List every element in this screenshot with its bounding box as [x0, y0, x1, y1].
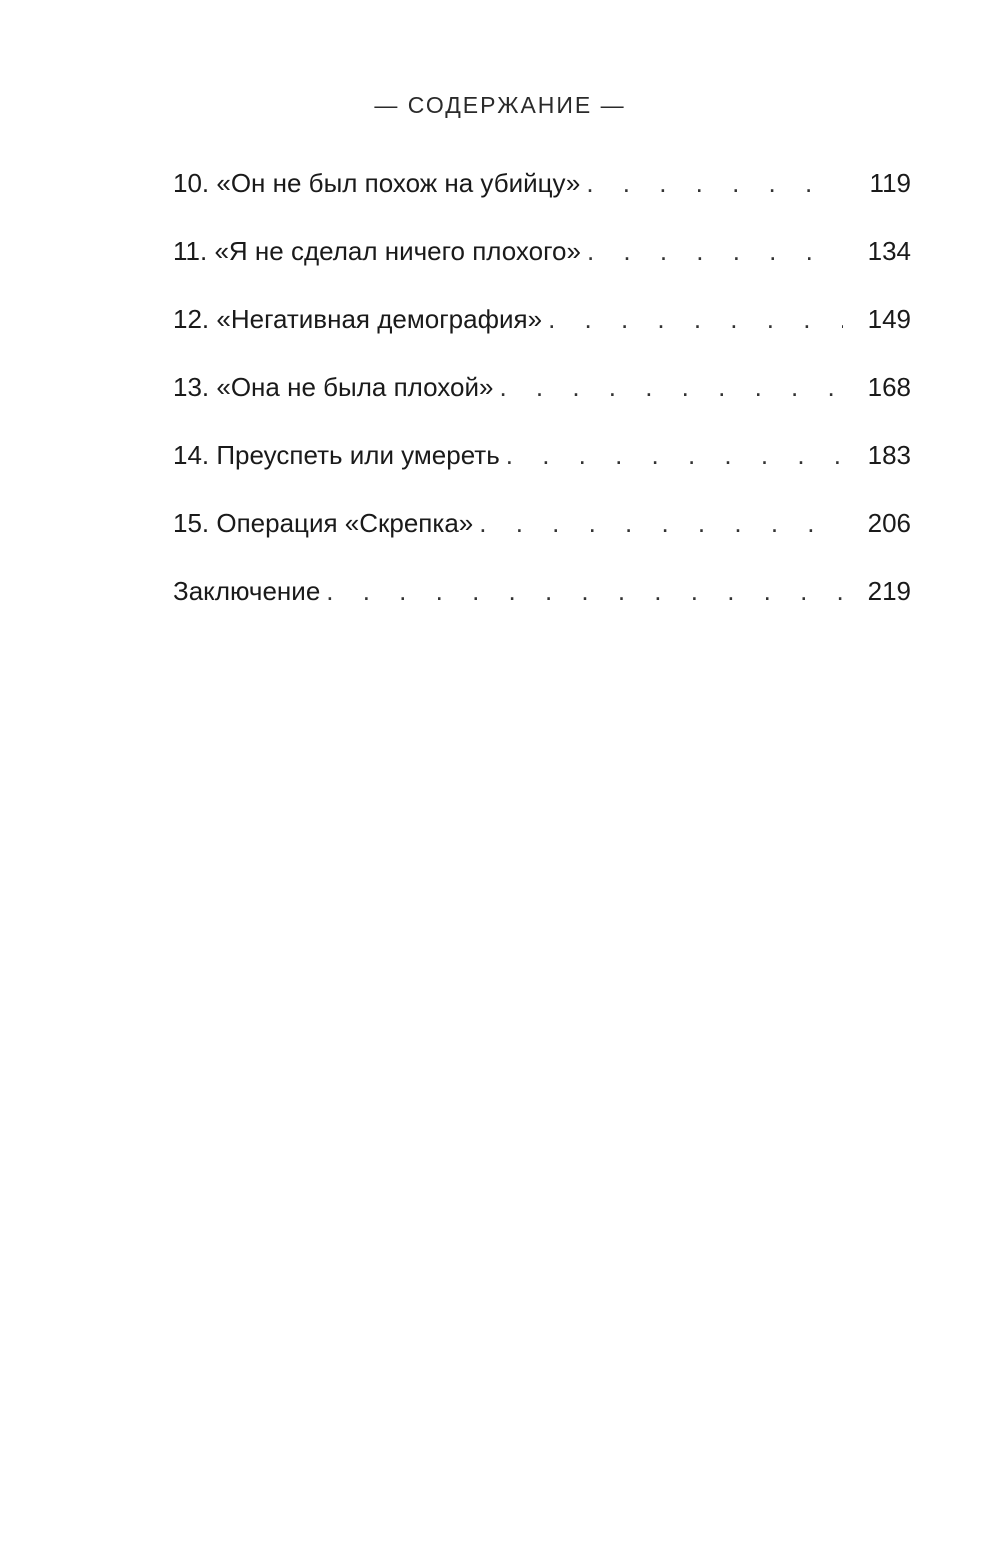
toc-entry: [173, 165, 911, 233]
dot-leader: [479, 505, 843, 541]
toc-entry-page: 168: [867, 372, 911, 402]
dot-leader: [548, 301, 843, 337]
dot-leader: [499, 369, 843, 405]
toc-entry-page: 219: [867, 576, 911, 606]
dot-leader: [506, 437, 843, 473]
running-head: — СОДЕРЖАНИЕ —: [374, 92, 626, 118]
toc-entry-page: 134: [867, 236, 911, 266]
toc-entry: [173, 369, 911, 437]
dot-leader: [326, 573, 843, 609]
toc-entry-title: Заключение: [173, 576, 321, 606]
toc-entry-title: 10. «Он не был похож на убийцу»: [173, 168, 581, 198]
table-of-contents: [173, 165, 911, 641]
toc-entry-title: 13. «Она не была плохой»: [173, 372, 494, 402]
toc-entry-title: 12. «Негативная демография»: [173, 304, 543, 334]
toc-entry-title: 15. Операция «Скрепка»: [173, 508, 474, 538]
dot-leader: [586, 165, 843, 201]
dot-leader: [587, 233, 843, 269]
toc-entry-title: 14. Преуспеть или умереть: [173, 440, 500, 470]
toc-entry-page: 149: [867, 304, 911, 334]
toc-entry: [173, 505, 911, 573]
toc-entry: [173, 301, 911, 369]
toc-entry-title: 11. «Я не сделал ничего плохого»: [173, 236, 581, 266]
toc-entry: [173, 437, 911, 505]
toc-entry-page: 206: [867, 508, 911, 538]
toc-entry: [173, 233, 911, 301]
toc-entry-page: 119: [869, 168, 911, 198]
toc-entry: [173, 573, 911, 641]
toc-entry-page: 183: [867, 440, 911, 470]
